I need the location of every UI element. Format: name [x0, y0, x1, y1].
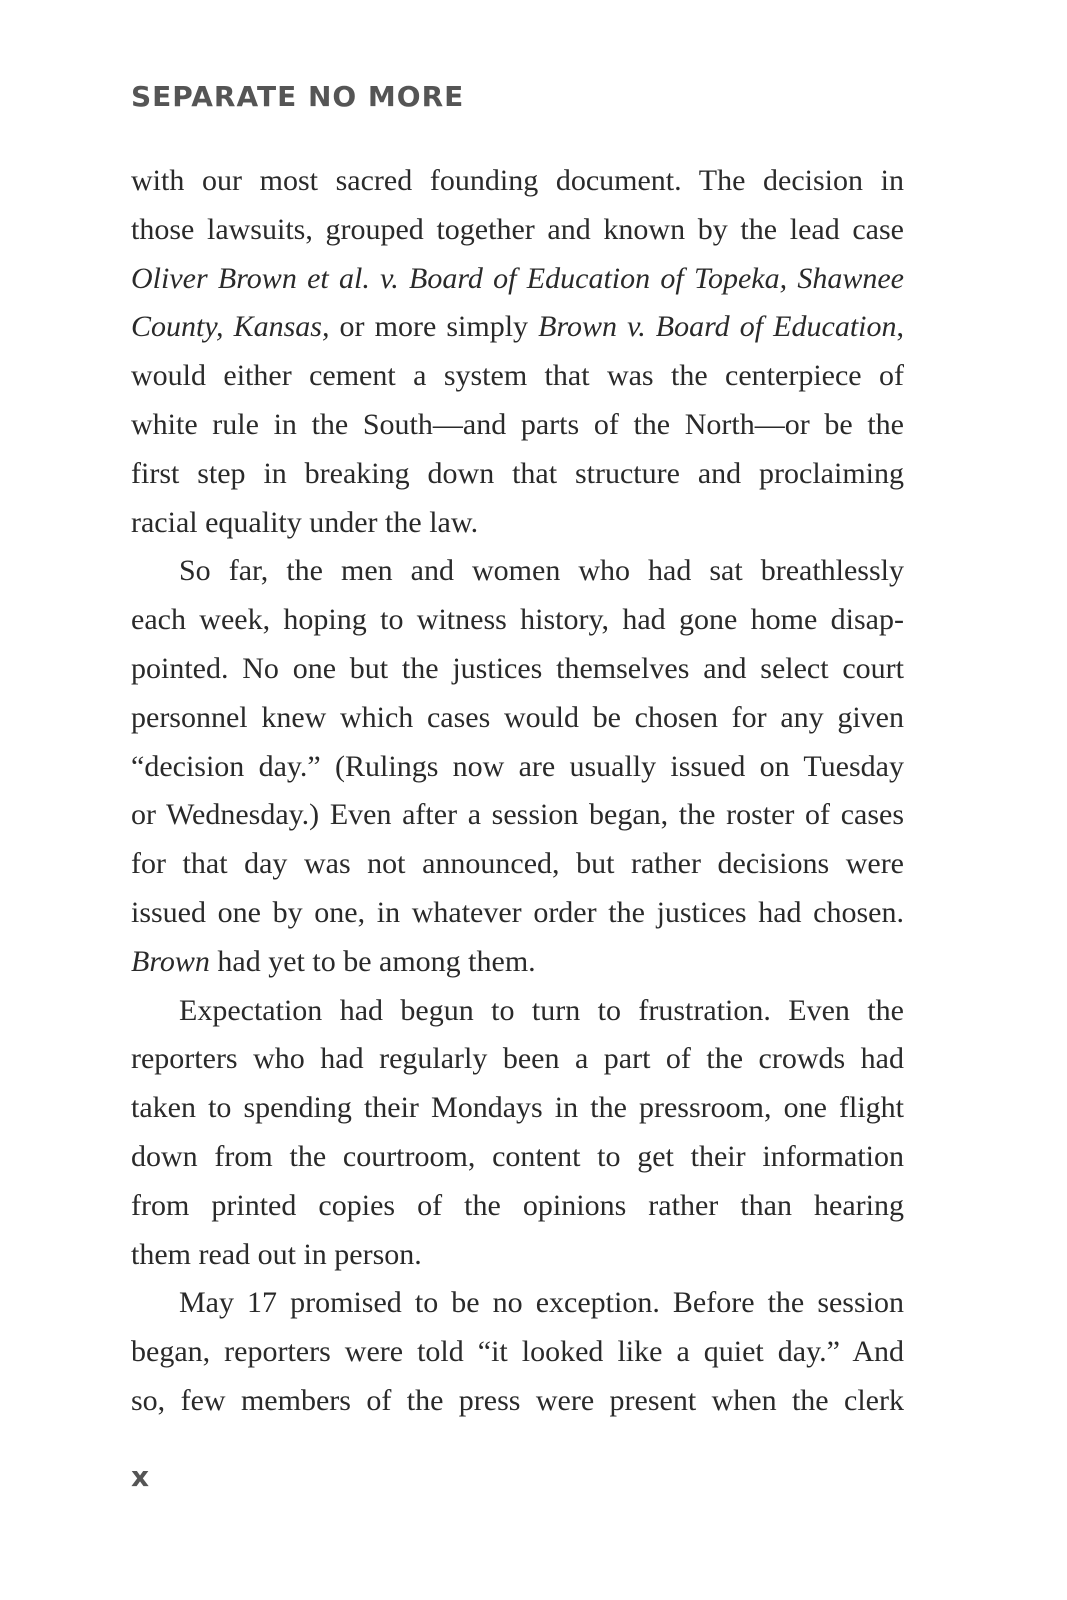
text-line — [131, 889, 904, 938]
text-run: with our most sacred founding document. The decision in — [131, 164, 904, 197]
text-line — [131, 791, 904, 840]
text-line — [131, 401, 904, 450]
text-line — [131, 157, 904, 206]
text-line — [131, 1328, 904, 1377]
text-run: racial equality under the law. — [131, 505, 479, 539]
text-line — [131, 694, 904, 743]
text-line — [131, 1231, 904, 1280]
text-run: May 17 promised to be no exception. Before the session — [179, 1286, 904, 1320]
text-run: would either cement a system that was the centerpiece of — [131, 359, 904, 393]
text-line — [131, 547, 904, 596]
text-line — [131, 596, 904, 645]
text-run: issued one by one, in whatever order the justices had chosen. — [131, 895, 904, 929]
text-run: down from the courtroom, content to get their information — [131, 1139, 904, 1173]
text-line — [131, 938, 904, 987]
text-line — [131, 1133, 904, 1182]
text-run: from printed copies of the opinions rather than hearing — [131, 1188, 904, 1222]
text-line — [131, 743, 904, 792]
running-head: SEPARATE NO MORE — [131, 80, 465, 113]
text-run: began, reporters were told “it looked like a quiet day.” And — [131, 1335, 904, 1369]
text-run: , — [896, 310, 904, 344]
text-run: personnel knew which cases would be chosen for any given — [131, 700, 904, 734]
text-line — [131, 206, 904, 255]
text-line — [131, 303, 904, 352]
text-run: or more simply — [329, 310, 539, 344]
text-line — [131, 255, 904, 304]
text-line — [131, 1182, 904, 1231]
text-run: reporters who had regularly been a part of the crowds had — [131, 1042, 904, 1076]
text-run: had yet to be among them. — [209, 944, 536, 978]
italic-text: County, Kansas, — [131, 310, 330, 344]
text-run: pointed. No one but the justices themselves and select court — [131, 651, 904, 685]
text-line — [131, 352, 904, 401]
text-run: “decision day.” (Rulings now are usually issued on Tuesday — [131, 749, 904, 783]
text-line — [131, 499, 904, 548]
text-line — [131, 450, 904, 499]
text-run: So far, the men and women who had sat breathlessly — [179, 554, 904, 588]
text-run: white rule in the South—and parts of the North—or be the — [131, 407, 904, 441]
text-line — [131, 1377, 904, 1426]
text-run: first step in breaking down that structure and proclaiming — [131, 456, 904, 490]
text-run: so, few members of the press were present when the clerk — [131, 1383, 904, 1417]
italic-text: Brown — [131, 944, 210, 978]
page-number: x — [131, 1460, 150, 1493]
text-run: for that day was not announced, but rather decisions were — [131, 847, 904, 881]
text-line — [131, 1279, 904, 1328]
text-run: each week, hoping to witness history, had gone home disap- — [131, 603, 904, 637]
text-run: or Wednesday.) Even after a session began, the roster of cases — [131, 798, 904, 832]
text-line — [131, 987, 904, 1036]
text-line — [131, 1035, 904, 1084]
text-line — [131, 840, 904, 889]
text-run: taken to spending their Mondays in the pressroom, one flight — [131, 1091, 904, 1125]
body-text — [131, 157, 904, 1426]
italic-text: Brown v. Board of Education — [538, 310, 897, 344]
text-line — [131, 1084, 904, 1133]
text-run: those lawsuits, grouped together and known by the lead case — [131, 212, 904, 246]
text-run: them read out in person. — [131, 1237, 422, 1271]
text-run: Expectation had begun to turn to frustration. Even the — [179, 993, 904, 1027]
text-line — [131, 645, 904, 694]
italic-text: Oliver Brown et al. v. Board of Education of Topeka, Shawnee — [131, 261, 904, 295]
